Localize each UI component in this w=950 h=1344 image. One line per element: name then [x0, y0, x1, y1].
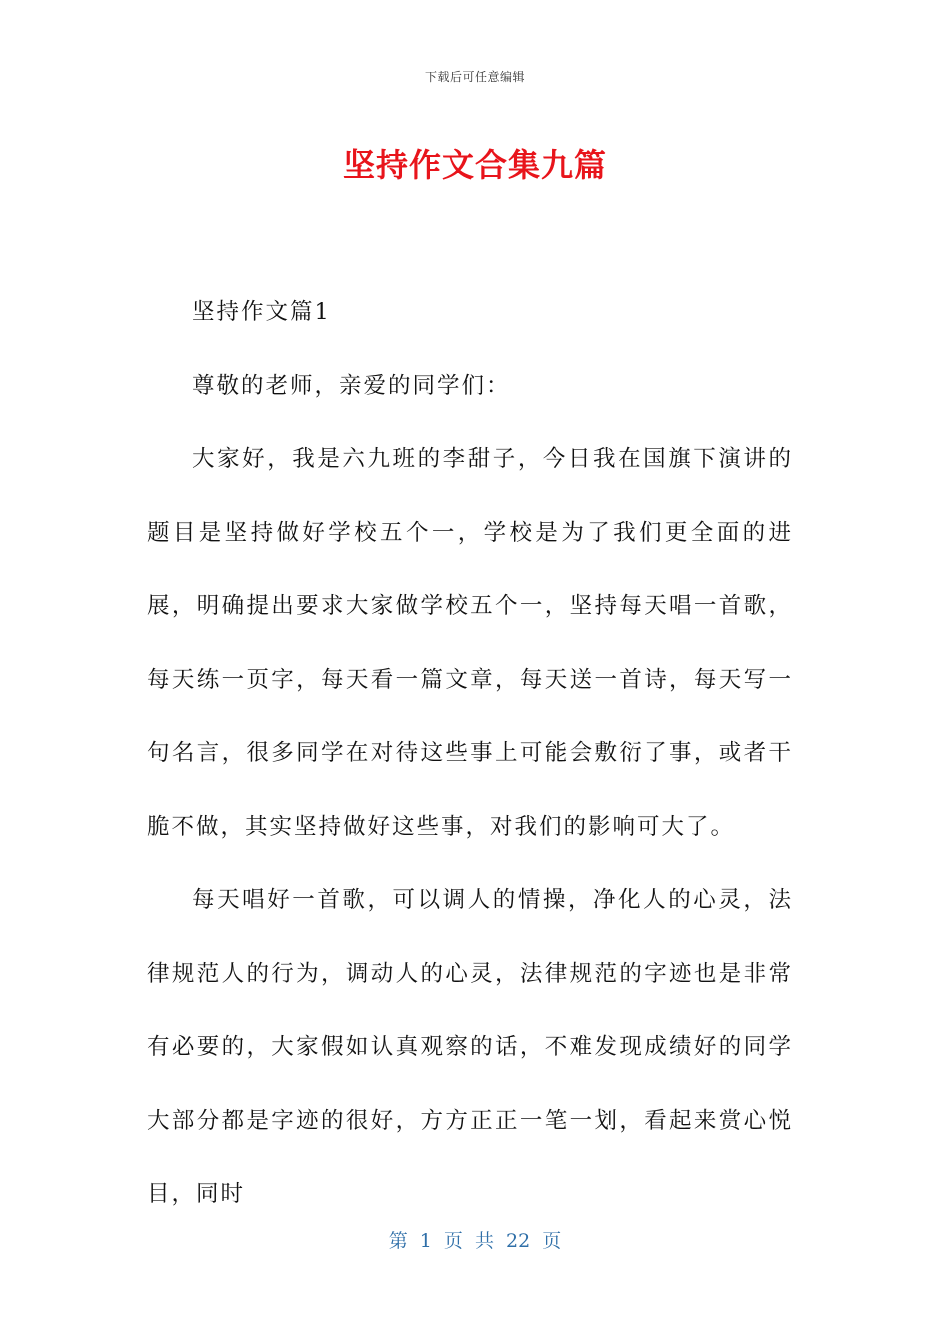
salutation: 尊敬的老师，亲爱的同学们： [192, 372, 511, 399]
section-heading: 坚持作文篇1 [192, 299, 331, 325]
body-paragraph: 大家好，我是六九班的李甜子，今日我在国旗下演讲的题目是坚持做好学校五个一，学校是为了我们更全面的进展，明确提出要求大家做学校五个一，坚持每天唱一首歌，每天练一页字，每天看一篇文章，每天送一首诗，每天写一句名言，很多同学在对待这些事上可能会敷衍了事，或者干脆不做，其实坚持做好这些事，对我们的影响可大了。 [147, 446, 793, 840]
document-body [147, 276, 793, 1232]
download-note: 下载后可任意编辑 [424, 70, 525, 84]
document-title: 坚持作文合集九篇 [342, 146, 607, 184]
body-paragraph: 每天唱好一首歌，可以调人的情操，净化人的心灵，法律规范人的行为，调动人的心灵，法律规范的字迹也是非常有必要的，大家假如认真观察的话，不难发现成绩好的同学大部分都是字迹的很好，方方正正一笔一划，看起来赏心悦目，同时 [147, 887, 793, 1207]
page-number: 第 1 页 共 22 页 [388, 1230, 562, 1252]
